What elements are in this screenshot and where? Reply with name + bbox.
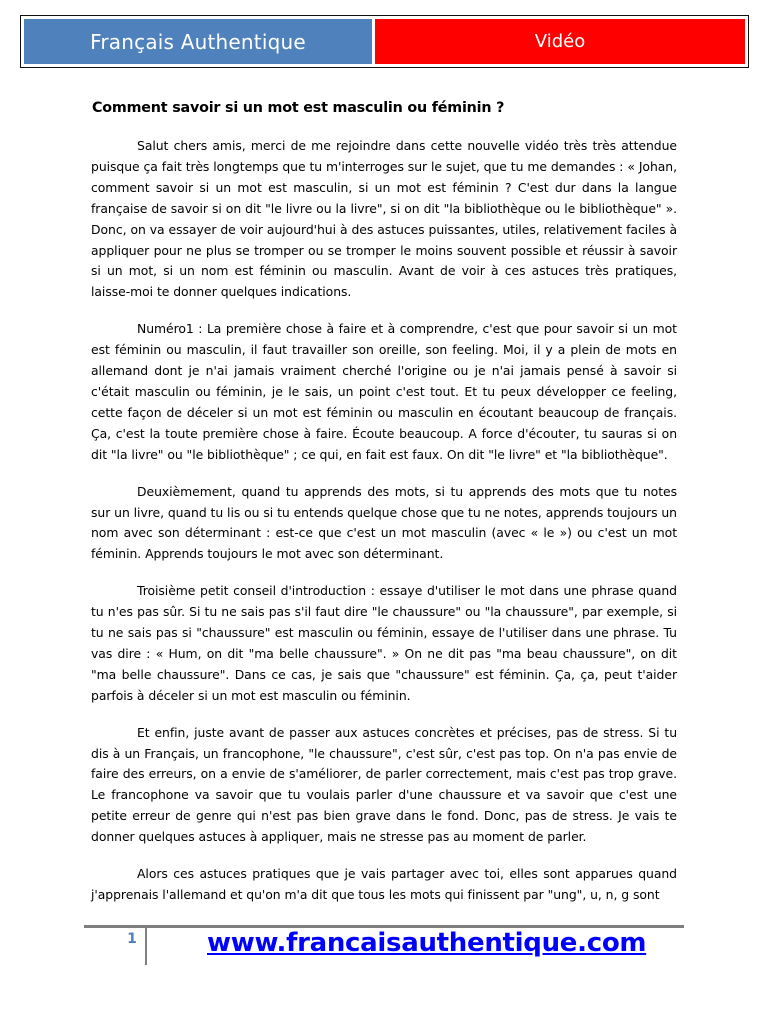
footer-separator <box>145 928 147 965</box>
paragraph-intro: Salut chers amis, merci de me rejoindre dans cette nouvelle vidéo très très attendue puisque ça fait très longtemps que tu m'interroges sur le sujet, que tu me demandes : « Johan, comment savoir si un mot est masculin, si un mot est féminin ? C'est dur dans la langue française de savoir si on dit "le livre ou la livre", si on dit "la bibliothèque ou le bibliothèque" ». Donc, on va essayer de voir aujourd'hui à des astuces puissantes, utiles, relativement faciles à appliquer pour ne plus se tromper ou se tromper le moins souvent possible et réussir à savoir si un mot, si un nom est féminin ou masculin. Avant de voir à ces astuces très pratiques, laisse-moi te donner quelques indications. <box>91 138 677 300</box>
website-link[interactable]: www.francaisauthentique.com <box>207 928 647 958</box>
paragraph-no-stress: Et enfin, juste avant de passer aux astuces concrètes et précises, pas de stress. Si tu dis à un Français, un francophone, "le chaussure", c'est sûr, c'est pas top. On n'a pas envie de faire des erreurs, on a envie de s'améliorer, de parler correctement, mais c'est pas trop grave. Le francophone va savoir que tu voulais parler d'une chaussure et va savoir que c'est une petite erreur de genre qui n'est pas bien grave dans le fond. Donc, pas de stress. Je vais te donner quelques astuces à appliquer, mais ne stresse pas au moment de parler. <box>91 724 677 845</box>
paragraph-astuces: Alors ces astuces pratiques que je vais partager avec toi, elles sont apparues quand j'apprenais l'allemand et qu'on m'a dit que tous les mots qui finissent par "ung", u, n, g sont <box>91 866 677 902</box>
header-banner <box>20 15 749 68</box>
article-body <box>91 136 677 922</box>
paragraph-tip-1: Numéro1 : La première chose à faire et à comprendre, c'est que pour savoir si un mot est féminin ou masculin, il faut travailler son oreille, son feeling. Moi, il y a plein de mots en allemand dont je n'ai jamais vraiment cherché l'origine ou je n'ai jamais pensé à savoir si c'était masculin ou féminin, je le sais, un point c'est tout. Et tu peux développer ce feeling, cette façon de déceler si un mot est féminin ou masculin en écoutant beaucoup de français. Ça, c'est la toute première chose à faire. Écoute beaucoup. A force d'écouter, tu sauras si on dit "la livre" ou "le bibliothèque" ; ce qui, en fait est faux. On dit "le livre" et "la bibliothèque". <box>91 321 677 462</box>
paragraph-tip-3: Troisième petit conseil d'introduction : essaye d'utiliser le mot dans une phrase quand tu n'es pas sûr. Si tu ne sais pas s'il faut dire "le chaussure" ou "la chaussure", par exemple, si tu ne sais pas si "chaussure" est masculin ou féminin, essaye de l'utiliser dans une phrase. Tu vas dire : « Hum, on dit "ma belle chaussure". » On ne dit pas "ma beau chaussure", on dit "ma belle chaussure". Dans ce cas, je sais que "chaussure" est féminin. Ça, ça, peut t'aider parfois à déceler si un mot est masculin ou féminin. <box>91 583 677 703</box>
brand-title: Français Authentique <box>24 19 372 64</box>
section-label: Vidéo <box>375 19 745 64</box>
article-title: Comment savoir si un mot est masculin ou féminin ? <box>92 100 505 116</box>
paragraph-tip-2: Deuxièmement, quand tu apprends des mots, si tu apprends des mots que tu notes sur un livre, quand tu lis ou si tu entends quelque chose que tu ne notes, apprends toujours un nom avec son déterminant : est-ce que c'est un mot masculin (avec « le ») ou c'est un mot féminin. Apprends toujours le mot avec son déterminant. <box>91 483 677 562</box>
page-number: 1 <box>127 931 137 947</box>
